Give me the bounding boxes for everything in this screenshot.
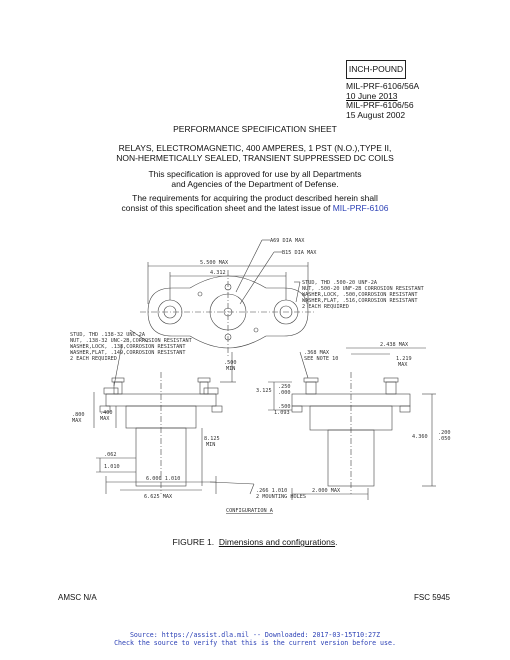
- label-2000-max: 2.000 MAX: [312, 488, 341, 494]
- inch-pound-box: [346, 60, 406, 79]
- requirements-line-1: The requirements for acquiring the product described herein shall: [132, 193, 378, 203]
- requirements-statement: [0, 193, 510, 213]
- label-400-max: MAX: [100, 416, 110, 422]
- mil-prf-6106-link[interactable]: MIL-PRF-6106: [332, 203, 389, 213]
- label-stud-left-5: 2 EACH REQUIRED: [70, 356, 117, 362]
- label-mounting-holes: 2 MOUNTING HOLES: [256, 494, 306, 500]
- source-line-2: Check the source to verify that this is the current version before use.: [114, 639, 396, 648]
- requirements-prefix: consist of this specification sheet and the latest issue of: [121, 203, 333, 213]
- title-line-1: RELAYS, ELECTROMAGNETIC, 400 AMPERES, 1 PST (N.O.),TYPE II,: [118, 143, 392, 153]
- label-062: .062: [104, 452, 117, 458]
- label-see-note: SEE NOTE 10: [304, 356, 339, 362]
- label-stud-left-2: NUT, .138-32 UNC-2B,CORROSION RESISTANT: [70, 338, 192, 344]
- label-4360: 4.360: [412, 434, 428, 440]
- label-stud-left-1: STUD, THD .138-32 UNC-2A: [70, 332, 145, 338]
- label-500b: .500: [278, 404, 291, 410]
- figure-caption-prefix: FIGURE 1.: [172, 537, 215, 547]
- label-1219: 1.219: [396, 356, 412, 362]
- document-number-block: [346, 82, 419, 120]
- label-266: .266 1.010: [256, 488, 288, 494]
- label-800: .800: [72, 412, 85, 418]
- label-6625-max: 6.625 MAX: [144, 494, 173, 500]
- label-000: .000: [278, 390, 291, 396]
- source-notice: [0, 631, 510, 648]
- label-stud-left-4: WASHER,FLAT, .149,CORROSION RESISTANT: [70, 350, 186, 356]
- supersedes-date: 15 August 2002: [346, 109, 406, 120]
- label-3125: 3.125: [256, 388, 272, 394]
- relay-drawing-svg: [60, 232, 460, 520]
- label-6000: 6.000 1.010: [146, 476, 181, 482]
- label-4312: 4.312: [210, 270, 226, 276]
- doc-date: 10 June 2013: [346, 90, 398, 101]
- label-8125: 8.125: [204, 436, 220, 442]
- approval-statement: [0, 169, 510, 189]
- label-stud-right-5: 2 EACH REQUIRED: [302, 304, 349, 310]
- label-200: .200: [438, 430, 451, 436]
- doc-number: MIL-PRF-6106/56A: [346, 81, 420, 91]
- label-a69: A69 DIA MAX: [270, 238, 305, 244]
- footer-fsc: FSC 5945: [413, 593, 450, 602]
- label-configuration-a: CONFIGURATION A: [226, 508, 273, 514]
- label-010: 1.010: [104, 464, 120, 470]
- footer-amsc: AMSC N/A: [58, 593, 97, 602]
- label-250: .250: [278, 384, 291, 390]
- label-min: MIN: [226, 366, 236, 372]
- label-1093: 1.093: [274, 410, 290, 416]
- label-5500-max: 5.500 MAX: [200, 260, 229, 266]
- label-b15: B15 DIA MAX: [282, 250, 317, 256]
- figure-caption-suffix: .: [335, 537, 338, 547]
- label-1219-max: MAX: [398, 362, 408, 368]
- document-title: [0, 143, 510, 163]
- label-stud-right-1: STUD, THD .500-20 UNF-2A: [302, 280, 377, 286]
- label-800-max: MAX: [72, 418, 82, 424]
- label-500-min: .500: [224, 360, 237, 366]
- label-2438-max: 2.438 MAX: [380, 342, 409, 348]
- label-8125-min: MIN: [206, 442, 216, 448]
- label-050: .050: [438, 436, 451, 442]
- label-stud-right-3: WASHER,LOCK, .500,CORROSION RESISTANT: [302, 292, 418, 298]
- approval-line-1: This specification is approved for use by all Departments: [148, 169, 362, 179]
- figure-caption-text: Dimensions and configurations: [218, 537, 336, 547]
- label-368-max: .368 MAX: [304, 350, 329, 356]
- source-line-1[interactable]: Source: https://assist.dla.mil -- Downloaded: 2017-03-15T10:27Z: [129, 631, 381, 639]
- approval-line-2: and Agencies of the Department of Defense.: [171, 179, 339, 189]
- supersedes-number: MIL-PRF-6106/56: [346, 100, 414, 111]
- requirements-line-2: [0, 203, 510, 213]
- label-400: .400: [100, 410, 113, 416]
- figure-caption: [0, 537, 510, 547]
- inch-pound-label: INCH-POUND: [348, 64, 404, 74]
- label-stud-right-4: WASHER,FLAT, .516,CORROSION RESISTANT: [302, 298, 418, 304]
- label-stud-right-2: NUT, .500-20 UNF-2B CORROSION RESISTANT: [302, 286, 424, 292]
- relay-dimension-drawing: [60, 232, 460, 520]
- label-stud-left-3: WASHER,LOCK, .138,CORROSION RESISTANT: [70, 344, 186, 350]
- title-line-2: NON-HERMETICALLY SEALED, TRANSIENT SUPPRESSED DC COILS: [116, 153, 394, 163]
- sheet-type: PERFORMANCE SPECIFICATION SHEET: [173, 124, 337, 134]
